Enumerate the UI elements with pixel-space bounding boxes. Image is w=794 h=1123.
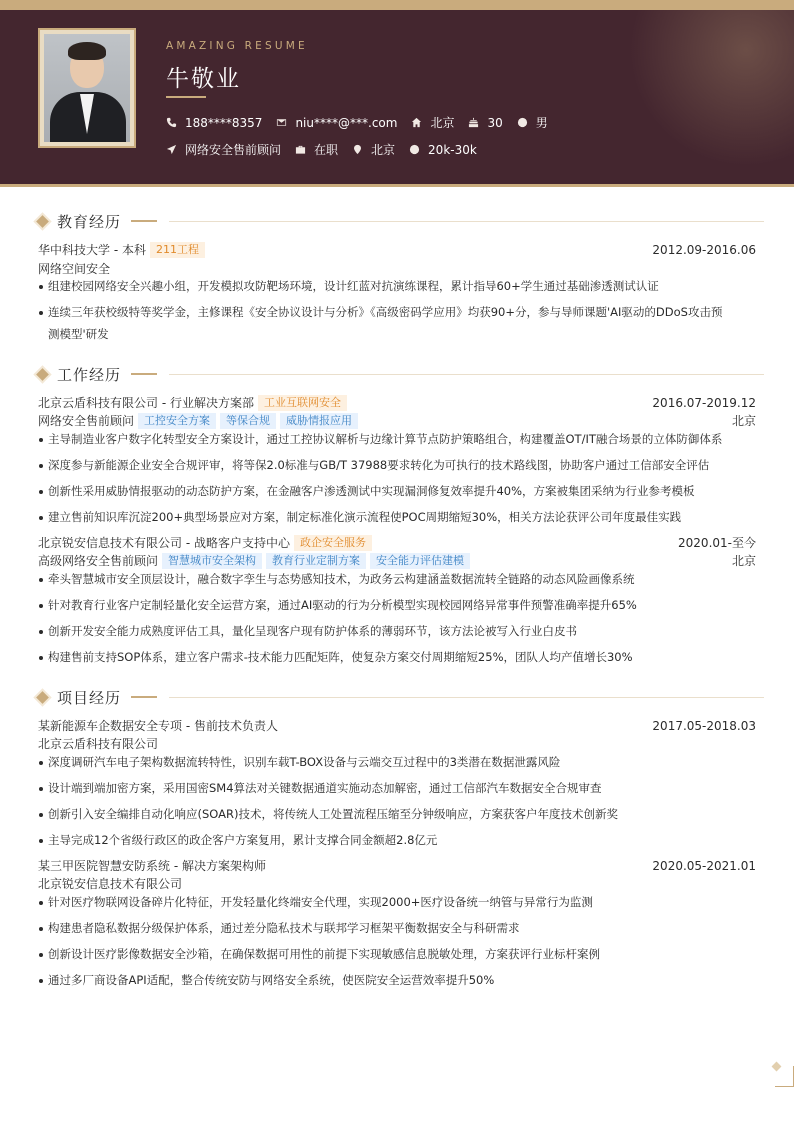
top-accent-bar [0, 0, 794, 10]
list-item: 构建售前支持SOP体系，建立客户需求-技术能力匹配矩阵，使复杂方案交付周期缩短25%，团队人均产值增长30% [38, 647, 756, 668]
name-underline [166, 96, 206, 98]
list-item: 创新设计医疗影像数据安全沙箱，在确保数据可用性的前提下实现敏感信息脱敏处理，方案获评行业标杆案例 [38, 944, 756, 965]
list-item: 创新性采用威胁情报驱动的动态防护方案，在金融客户渗透测试中实现漏洞修复效率提升40%，方案被集团采纳为行业参考模板 [38, 481, 756, 502]
target-city-text: 北京 [371, 143, 396, 157]
status-text: 在职 [314, 143, 339, 157]
list-item: 创新引入安全编排自动化响应(SOAR)技术，将传统人工处置流程压缩至分钟级响应，方案获客户年度技术创新奖 [38, 804, 756, 825]
school-tag: 211工程 [150, 242, 205, 258]
education-header [38, 241, 756, 258]
job-role: 高级网络安全售前顾问 [38, 554, 159, 568]
resume-header [0, 10, 794, 186]
section-work [34, 364, 764, 384]
list-item: 主导完成12个省级行政区的政企客户方案复用，累计支撑合同金额超2.8亿元 [38, 830, 756, 851]
list-item: 构建患者隐私数据分级保护体系，通过差分隐私技术与联邦学习框架平衡数据安全与科研需求 [38, 918, 756, 939]
project-name: 某三甲医院智慧安防系统 - 解决方案架构师 [38, 859, 266, 873]
contact-row [166, 114, 562, 131]
phone-icon [166, 117, 177, 128]
job-location: 北京 [731, 414, 756, 428]
section-title: 项目经历 [57, 688, 122, 707]
job-date: 2016.07-2019.12 [652, 395, 756, 410]
project-header [38, 857, 756, 874]
section-title: 工作经历 [57, 365, 122, 384]
job-text: 网络安全售前顾问 [185, 143, 282, 157]
avatar-photo [44, 34, 130, 142]
email-icon [276, 117, 287, 128]
list-item: 连续三年获校级特等奖学金，主修课程《安全协议设计与分析》《高级密码学应用》均获90+分，参与导师课题'AI驱动的DDoS攻击预 [38, 302, 756, 323]
avatar [38, 28, 136, 148]
job-date: 2020.01-至今 [678, 536, 756, 550]
education-date: 2012.09-2016.06 [652, 242, 756, 257]
list-item: 针对教育行业客户定制轻量化安全运营方案，通过AI驱动的行为分析模型实现校园网络异常事件预警准确率提升65% [38, 595, 756, 616]
job-role-row [38, 552, 756, 569]
phone-text: 188****8357 [185, 115, 263, 130]
section-projects [34, 687, 764, 707]
briefcase-icon [295, 144, 306, 155]
project-name: 某新能源车企数据安全专项 - 售前技术负责人 [38, 719, 278, 733]
candidate-name: 牛敬业 [166, 66, 241, 92]
list-item: 建立售前知识库沉淀200+典型场景应对方案，制定标准化演示流程使POC周期缩短30%，相关方法论获评公司年度最佳实践 [38, 507, 756, 528]
list-item-continued: 测模型'研发 [48, 327, 109, 341]
cake-icon [468, 117, 479, 128]
list-item: 通过多厂商设备API适配，整合传统安防与网络安全系统，使医院安全运营效率提升50% [38, 970, 756, 991]
list-item: 深度参与新能源企业安全合规评审，将等保2.0标准与GB/T 37988要求转化为可执行的技术路线图，协助客户通过工信部安全评估 [38, 455, 756, 476]
job-row [166, 141, 491, 158]
school-name: 华中科技大学 - 本科 [38, 243, 146, 257]
header-bottom-line [0, 184, 794, 187]
header-glow [614, 10, 794, 170]
job-location: 北京 [731, 554, 756, 568]
company-tag: 工业互联网安全 [258, 395, 347, 411]
list-item: 主导制造业客户数字化转型安全方案设计，通过工控协议解析与边缘计算节点防护策略组合，构建覆盖OT/IT融合场景的立体防御体系 [38, 429, 756, 450]
project-header [38, 717, 756, 734]
diamond-icon [36, 368, 49, 381]
company-tag: 政企安全服务 [294, 535, 372, 551]
job-header [38, 534, 756, 551]
list-item: 设计端到端加密方案，采用国密SM4算法对关键数据通道实施动态加解密，通过工信部汽车数据安全合规审查 [38, 778, 756, 799]
job-role: 网络安全售前顾问 [38, 414, 135, 428]
diamond-icon [36, 691, 49, 704]
major: 网络空间安全 [38, 262, 111, 276]
project-date: 2017.05-2018.03 [652, 718, 756, 733]
skill-tag: 教育行业定制方案 [266, 553, 366, 569]
age-text: 30 [487, 115, 503, 130]
gender-icon [517, 117, 528, 128]
list-item: 组建校园网络安全兴趣小组，开发模拟攻防靶场环境，设计红蓝对抗演练课程，累计指导60+学生通过基础渗透测试认证 [38, 276, 756, 297]
money-icon [409, 144, 420, 155]
job-header [38, 394, 756, 411]
corner-decoration [775, 1066, 794, 1087]
job-role-row [38, 412, 756, 429]
gender-text: 男 [535, 116, 548, 130]
project-date: 2020.05-2021.01 [652, 858, 756, 873]
skill-tag: 工控安全方案 [138, 413, 216, 429]
send-icon [166, 144, 177, 155]
email-text: niu****@***.com [295, 115, 398, 130]
skill-tag: 安全能力评估建模 [370, 553, 470, 569]
city-text: 北京 [430, 116, 455, 130]
section-education [34, 211, 764, 231]
home-icon [411, 117, 422, 128]
brand-label: AMAZING RESUME [166, 40, 308, 52]
project-org: 北京锐安信息技术有限公司 [38, 877, 183, 891]
list-item: 深度调研汽车电子架构数据流转特性，识别车载T-BOX设备与云端交互过程中的3类潜在数据泄露风险 [38, 752, 756, 773]
diamond-icon [36, 215, 49, 228]
skill-tag: 等保合规 [220, 413, 276, 429]
project-org: 北京云盾科技有限公司 [38, 737, 159, 751]
section-title: 教育经历 [57, 212, 122, 231]
company-name: 北京锐安信息技术有限公司 - 战略客户支持中心 [38, 536, 290, 550]
skill-tag: 威胁情报应用 [280, 413, 358, 429]
list-item: 创新开发安全能力成熟度评估工具，量化呈现客户现有防护体系的薄弱环节，该方法论被写入行业白皮书 [38, 621, 756, 642]
list-item: 牵头智慧城市安全顶层设计，融合数字孪生与态势感知技术，为政务云构建涵盖数据流转全链路的动态风险画像系统 [38, 569, 756, 590]
skill-tag: 智慧城市安全架构 [162, 553, 262, 569]
salary-text: 20k-30k [428, 142, 477, 157]
location-icon [352, 144, 363, 155]
list-item: 针对医疗物联网设备碎片化特征，开发轻量化终端安全代理，实现2000+医疗设备统一纳管与异常行为监测 [38, 892, 756, 913]
company-name: 北京云盾科技有限公司 - 行业解决方案部 [38, 396, 254, 410]
